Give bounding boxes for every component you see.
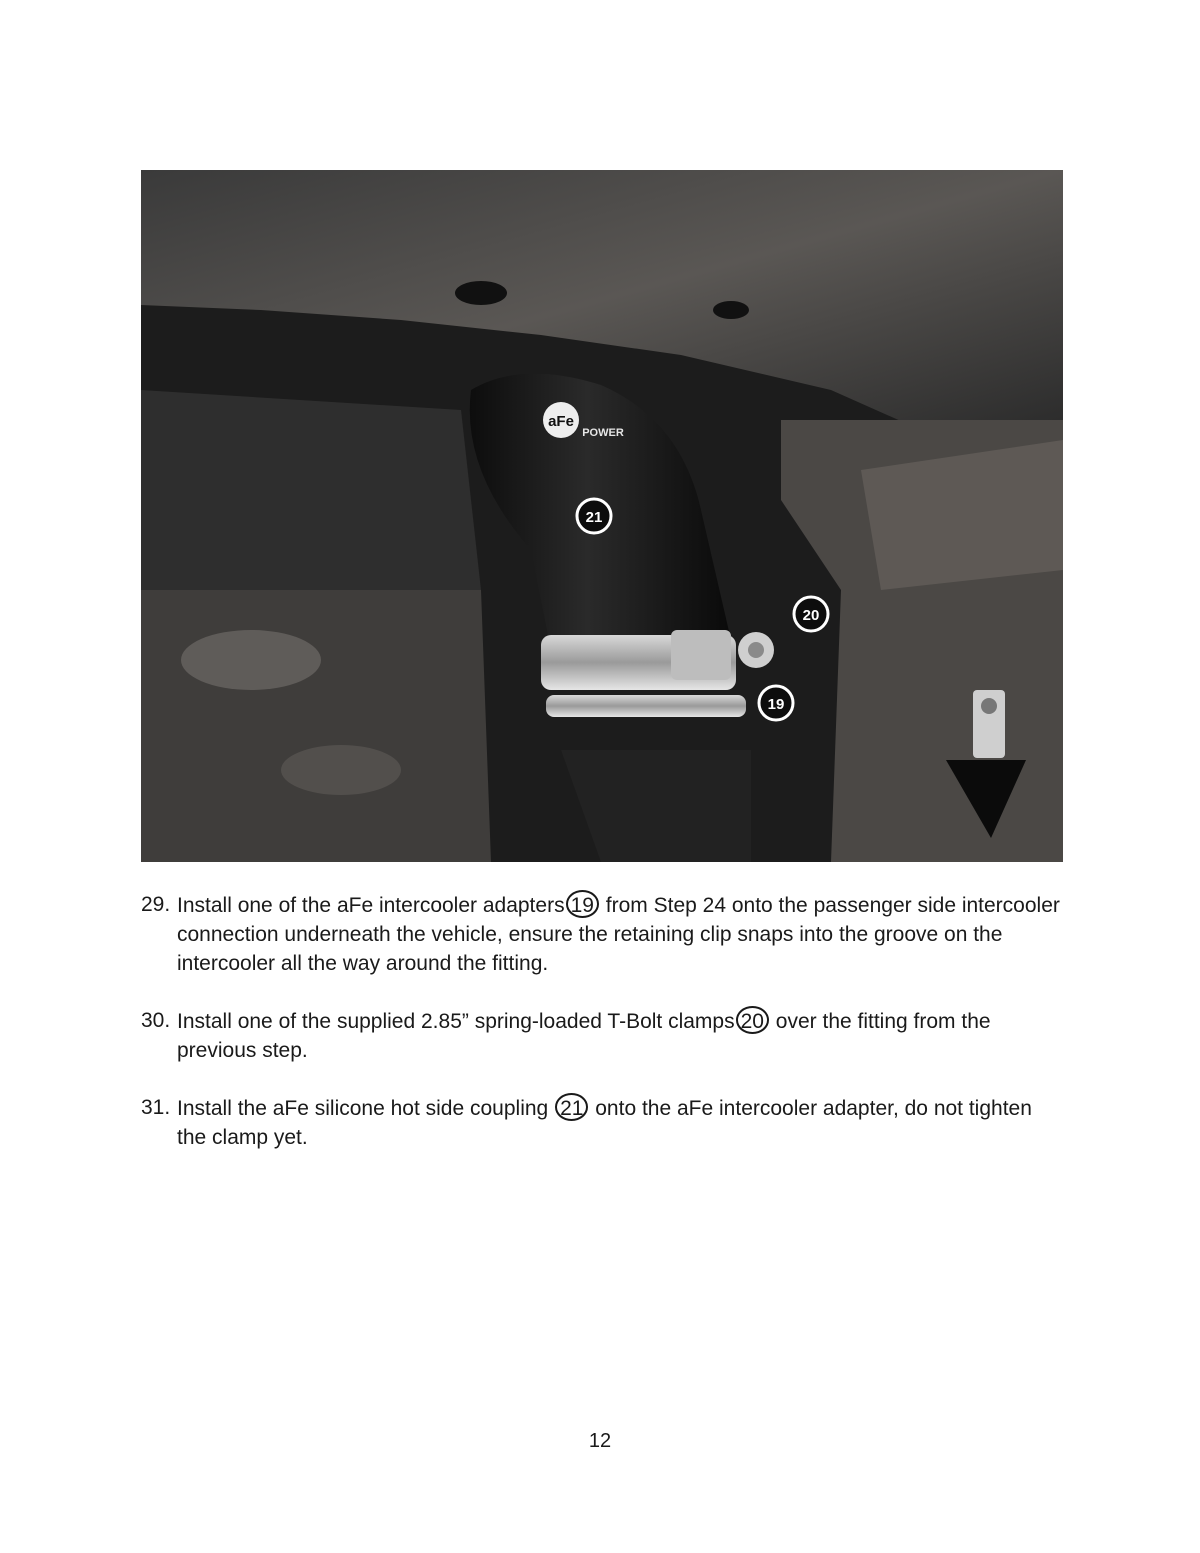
step-number: 29. <box>141 893 171 916</box>
step-30 <box>141 1006 1061 1065</box>
callout-21-label: 21 <box>585 509 603 526</box>
callout-21 <box>577 499 611 533</box>
step-29 <box>141 890 1061 978</box>
logo-text: aFe <box>548 413 574 430</box>
installation-photo <box>141 170 1063 862</box>
callout-19-label: 19 <box>767 696 785 713</box>
logo-subtext: POWER <box>582 427 624 439</box>
callout-19 <box>759 686 793 720</box>
step-text-after: from Step 24 onto the passenger side intercooler connection underneath the vehicle, ensure the retaining clip snaps into the groove on the intercooler all the way around the fitting. <box>177 894 1060 975</box>
step-text-after: onto the aFe intercooler adapter, do not tighten the clamp yet. <box>177 1097 1032 1149</box>
part-reference-21: 21 <box>555 1093 588 1121</box>
part-reference-20: 20 <box>736 1006 769 1034</box>
instruction-steps <box>141 890 1061 1180</box>
step-text-before: Install one of the supplied 2.85” spring-loaded T-Bolt clamps <box>177 1010 735 1033</box>
step-number: 30. <box>141 1009 171 1032</box>
step-31 <box>141 1093 1061 1152</box>
part-reference-19: 19 <box>566 890 599 918</box>
step-text-before: Install one of the aFe intercooler adapters <box>177 894 565 917</box>
page-number: 12 <box>588 1430 612 1452</box>
step-text-before: Install the aFe silicone hot side coupling <box>177 1097 555 1120</box>
callout-20-label: 20 <box>802 607 820 624</box>
step-text-after: over the fitting from the previous step. <box>177 1010 991 1062</box>
step-number: 31. <box>141 1096 171 1119</box>
callout-20 <box>794 597 828 631</box>
